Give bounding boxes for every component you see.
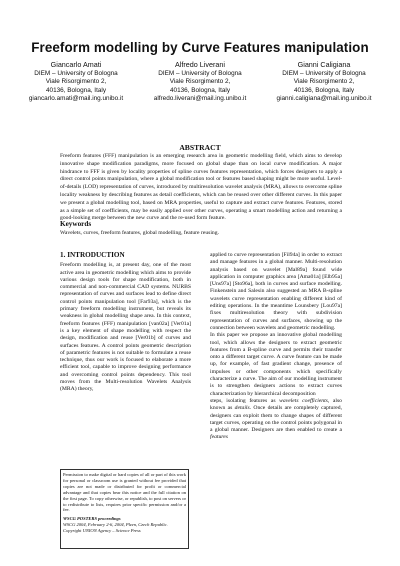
author-affiliation: DIEM – University of Bologna — [282, 69, 366, 77]
author-1 — [14, 60, 138, 104]
right-paragraph-3 — [210, 398, 342, 442]
intro-paragraph: Freeform modelling is, at present day, one of the most active area in geometric modelling which aims to provide various design tools for shape modification, both in commercial and non-commercial CAD systems. NURBS representation of curves and surfaces lead to define direct control points manipulation tool [Far93a], which is the primary freeform modelling instrument, but reveals its weakness in global modelling shape area. In this context, freeform features (FFF) manipulation [van02a] [Ver01a] is a key element of shape modelling with respect the design, modification and reuse [Ver01b] of curves and surfaces features. A control points geometric description of parametric features is not suitable to formulate a reuse technique, thus our work is focused to elaborate a more efficient tool, capable to improve designing performance and overcoming control points dependency. This tool moves from the Multi-resolution Wavelets Analysis (MRA) theory, — [60, 262, 191, 393]
author-2 — [138, 60, 262, 104]
author-street: Viale Risorgimento 2, — [169, 78, 231, 86]
section-heading-introduction: 1. INTRODUCTION — [60, 251, 125, 259]
proceedings-title: WSCG POSTERS proceedings — [63, 516, 121, 522]
emphasis-features: features — [210, 434, 228, 441]
paragraph-text: . Once details are completely captured, designers can exploit them to change shapes of different target curves, operating on the control points polygonal in a global manner. Designers are then enabled to create a — [210, 405, 342, 434]
permission-text: Permission to make digital or hard copies of all or part of this work for personal or classroom use is granted without fee provided that copies are not made or distributed for profit or commercial advantage and that copies bear this notice and the full citation on the first page. To copy otherwise, or republish, to post on servers or to redistribute to lists, requires prior specific permission and/or a fee. — [63, 472, 186, 513]
author-affiliation: DIEM – University of Bologna — [34, 69, 118, 77]
author-city: 40136, Bologna, Italy — [293, 86, 355, 94]
author-affiliation: DIEM – University of Bologna — [158, 69, 242, 77]
author-name: Gianni Caligiana — [297, 60, 351, 69]
author-block — [14, 60, 386, 104]
right-paragraph-1: applied to curve representation [Fil94a] in order to extract and manage features in a global manner. Multi-resolution analysis based on wavelet [Mal89a] found wide application in computer graphics area [Ama01a] [Elb95a] [Uns97a] [Sto96a], both in curves and surface modelling. Finkenstein and Salesin also suggested an MRA B-spline wavelets curve representation enabling different kind of editing operations. In the meantime Lounsbery [Lou97a] fixes multiresolution theory with subdivision representation of curves and surfaces, showing up the connection between wavelets and geometric modelling. — [210, 252, 342, 331]
paragraph-text: steps, isolating features as — [210, 397, 276, 404]
author-street: Viale Risorgimento 2, — [45, 78, 107, 86]
abstract-text: Freeform features (FFF) manipulation is an emerging research area in geometric modelling field, which aims to develop innovative shape modification paradigms, more focused on global shape than on local curve modification. A major hindrance to FFF is given by locality properties of spline curves features representation, which forces designers to apply a direct control points manipulation, where a global modification tool or features based shaping might be more useful. Level-of-details (LOD) representation of curves, introduced by multiresolution wavelet analysis (MRA), allows to overcome spline locality weakness by describing features as detail coefficients, which can be reused over other different curves. In this paper we present a global modelling tool, based on MRA properties, useful to capture and extract curve features. Features, stored as a simple set of coefficients, may be easily applied over other curves, operating a smart modelling action and returning a good-looking merge between the new curve and the re-used form feature. — [60, 153, 342, 222]
author-street: Viale Risorgimento 2, — [293, 78, 355, 86]
author-name: Alfredo Liverani — [175, 60, 225, 69]
right-column — [210, 252, 342, 442]
emphasis-details: details — [234, 405, 250, 412]
author-email[interactable]: giancarlo.amati@mail.ing.unibo.it — [28, 95, 124, 103]
abstract-heading: ABSTRACT — [179, 143, 221, 152]
paragraph-text: , also known as — [210, 397, 342, 412]
keywords-heading: Keywords — [60, 220, 92, 228]
right-paragraph-2: In this paper we propose an innovative global modelling tool, which allows the designers to extract geometric features from a B-spline curve and permits their transfer onto a different target curve. A curve feature can be made up, for example, of fast gradient change, presence of impulses or other components which specifically characterize a curve. The aim of our modelling instrument is to strengthen designers actions to extract curves characterization by hierarchical decomposition — [210, 332, 342, 397]
paper-title: Freeform modelling by Curve Features manipulation — [31, 40, 369, 55]
keywords-text: Wavelets, curves, freeform features, global modelling, feature reusing. — [60, 230, 219, 236]
left-column — [60, 252, 191, 394]
author-email[interactable]: gianni.caligiana@mail.ing.unibo.it — [276, 95, 372, 103]
author-3 — [262, 60, 386, 104]
author-city: 40136, Bologna, Italy — [169, 86, 231, 94]
venue-line: WSCG 2004, February 2-6, 2004, Plzen, Czech Republic. — [63, 522, 168, 528]
author-city: 40136, Bologna, Italy — [45, 86, 107, 94]
author-name: Giancarlo Amati — [50, 60, 102, 69]
emphasis-wavelets-coefficients: wavelets coefficients — [279, 397, 328, 404]
copyright-line: Copyright UNION Agency – Science Press — [63, 528, 141, 534]
author-email[interactable]: alfredo.liverani@mail.ing.unibo.it — [153, 95, 247, 103]
permission-box — [60, 469, 189, 549]
